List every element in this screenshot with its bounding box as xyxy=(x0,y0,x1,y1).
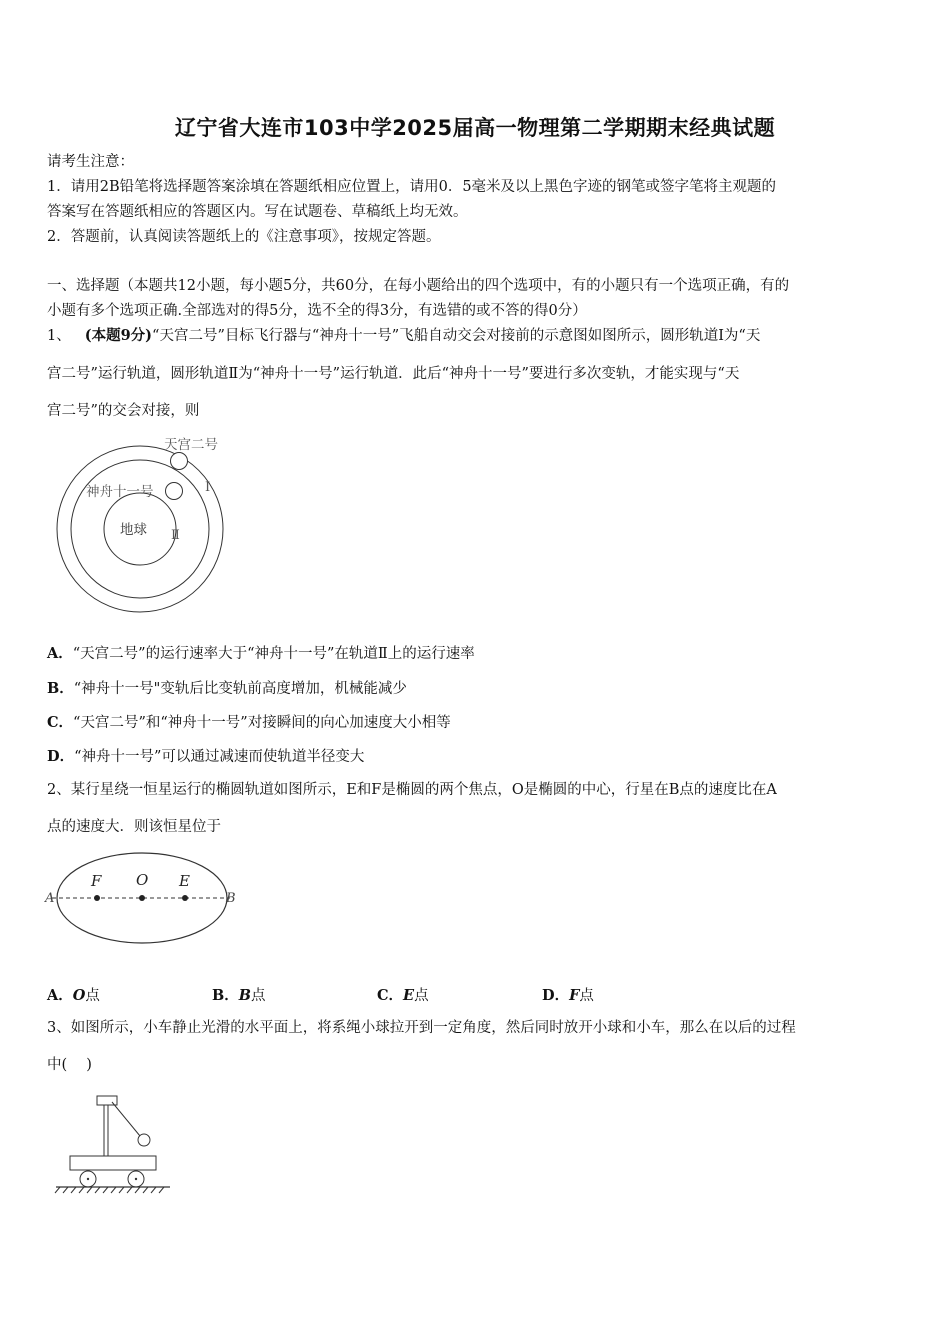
page-title: 辽宁省大连市103中学2025届高一物理第二学期期末经典试题 xyxy=(174,116,776,140)
q2-option-d[interactable] xyxy=(542,984,594,1005)
q1-stem-1: “天宫二号”目标飞行器与“神舟十一号”飞船自动交会对接前的示意图如图所示，圆形轨道Ⅰ为“天 xyxy=(152,328,761,344)
option-text: 点 xyxy=(414,988,429,1004)
q3-line2: 中( ) xyxy=(47,1057,92,1073)
option-var: O xyxy=(72,987,86,1004)
label-shenzhou: 神舟十一号 xyxy=(86,484,154,500)
wheel-axle-right xyxy=(135,1178,137,1180)
option-text: “神舟十一号”可以通过减速而使轨道半径变大 xyxy=(74,749,365,765)
option-letter: D． xyxy=(542,987,570,1004)
label-earth: 地球 xyxy=(120,522,147,538)
q1-number: 1、 xyxy=(47,328,71,344)
section-1-intro-line1: 一、选择题（本题共12小题，每小题5分，共60分，在每小题给出的四个选项中，有的小题只有一个选项正确，有的 xyxy=(47,278,790,294)
q1-score: (本题9分) xyxy=(84,327,153,344)
q1-line1 xyxy=(47,326,907,346)
notice-line-1a: 1．请用2B铅笔将选择题答案涂填在答题纸相应位置上，请用0．5毫米及以上黑色字迹的钢笔或签字笔将主观题的 xyxy=(47,179,777,195)
label-o: O xyxy=(136,871,149,889)
cart-body xyxy=(70,1156,156,1170)
option-letter: C． xyxy=(47,714,74,731)
shenzhou-satellite xyxy=(166,483,183,500)
q2-option-c[interactable] xyxy=(377,984,429,1005)
option-var: E xyxy=(403,987,415,1004)
option-letter: A． xyxy=(47,645,73,662)
q3-line1: 3、如图所示，小车静止光滑的水平面上，将系绳小球拉开到一定角度，然后同时放开小球和小车，那么在以后的过程 xyxy=(47,1020,796,1036)
label-tiangong: 天宫二号 xyxy=(164,437,218,453)
option-text: 点 xyxy=(579,988,594,1004)
pendulum-string xyxy=(112,1102,140,1136)
q2-ellipse-figure xyxy=(40,848,250,958)
option-text: “神舟十一号"变轨后比变轨前高度增加，机械能减少 xyxy=(73,681,407,697)
option-text: “天宫二号”的运行速率大于“神舟十一号”在轨道Ⅱ上的运行速率 xyxy=(72,646,475,662)
option-letter: B． xyxy=(47,680,74,697)
q1-option-a[interactable] xyxy=(47,642,475,663)
option-text: 点 xyxy=(251,988,266,1004)
q2-line2: 点的速度大．则该恒星位于 xyxy=(47,819,221,835)
notice-line-1b: 答案写在答题纸相应的答题区内。写在试题卷、草稿纸上均无效。 xyxy=(47,204,468,220)
q2-option-a[interactable] xyxy=(47,984,100,1005)
pendulum-ball xyxy=(138,1134,150,1146)
option-letter: B． xyxy=(212,987,239,1004)
label-f: F xyxy=(91,872,102,890)
tiangong-satellite xyxy=(171,453,188,470)
notice-line-2: 2．答题前，认真阅读答题纸上的《注意事项》，按规定答题。 xyxy=(47,229,441,245)
ground-hatching xyxy=(55,1187,164,1193)
q2-option-b[interactable] xyxy=(212,984,266,1005)
q2-line1: 2、某行星绕一恒星运行的椭圆轨道如图所示，E和F是椭圆的两个焦点，O是椭圆的中心，行星在B点的速度比在A xyxy=(47,782,777,798)
option-letter: D． xyxy=(47,748,75,765)
q1-option-b[interactable] xyxy=(47,677,407,698)
q1-line2: 宫二号”运行轨道，圆形轨道Ⅱ为“神舟十一号”运行轨道．此后“神舟十一号”要进行多次变轨，才能实现与“天 xyxy=(47,366,740,382)
point-o xyxy=(139,895,145,901)
label-b: B xyxy=(226,891,236,906)
point-e xyxy=(182,895,188,901)
label-orbit-2: Ⅱ xyxy=(171,528,180,543)
q3-cart-pendulum-figure xyxy=(50,1090,180,1200)
q1-option-c[interactable] xyxy=(47,711,451,732)
section-1-intro-line2: 小题有多个选项正确.全部选对的得5分，选不全的得3分，有选错的或不答的得0分） xyxy=(47,303,587,319)
option-text: 点 xyxy=(85,988,100,1004)
q1-orbit-figure xyxy=(40,430,250,615)
q1-option-d[interactable] xyxy=(47,745,364,766)
option-letter: C． xyxy=(377,987,404,1004)
option-var: F xyxy=(569,987,580,1004)
label-e: E xyxy=(179,872,190,890)
q1-line3: 宫二号”的交会对接，则 xyxy=(47,403,200,419)
label-orbit-1: Ⅰ xyxy=(205,480,211,495)
notice-heading: 请考生注意： xyxy=(47,154,134,170)
wheel-axle-left xyxy=(87,1178,89,1180)
option-var: B xyxy=(238,987,252,1004)
point-f xyxy=(94,895,100,901)
option-letter: A． xyxy=(47,987,73,1004)
label-a: A xyxy=(45,891,55,906)
option-text: “天宫二号”和“神舟十一号”对接瞬间的向心加速度大小相等 xyxy=(73,715,451,731)
